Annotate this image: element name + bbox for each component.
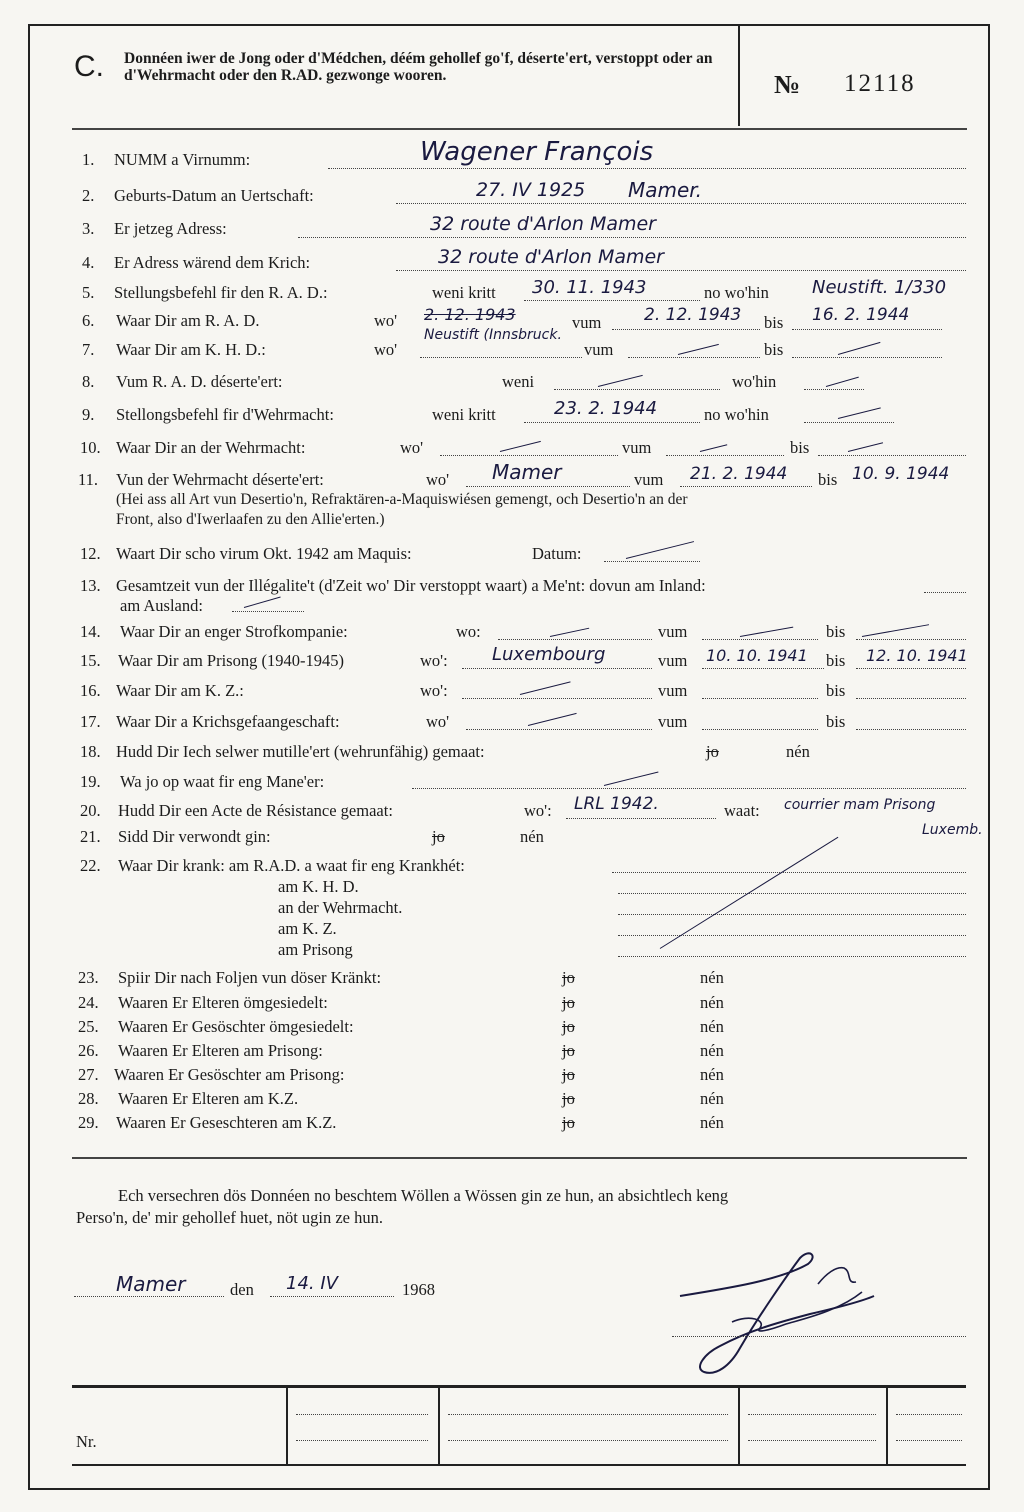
row-8-key-1: weni bbox=[502, 372, 535, 391]
row-10-line-1 bbox=[440, 455, 618, 456]
row-5-value-1: 30. 11. 1943 bbox=[532, 277, 647, 298]
row-4-value: 32 route d'Arlon Mamer bbox=[438, 246, 664, 268]
row-28-label: Waaren Er Elteren am K.Z. bbox=[118, 1089, 299, 1108]
row-2-date: 27. IV 1925 bbox=[476, 179, 586, 201]
row-27-no: nén bbox=[700, 1065, 724, 1084]
row-11-value-1: Mamer bbox=[492, 460, 562, 484]
place-line bbox=[74, 1296, 224, 1297]
row-13-line-2 bbox=[232, 611, 304, 612]
footer-cell-line bbox=[748, 1440, 876, 1441]
row-8-key-2: wo'hin bbox=[732, 372, 777, 391]
row-8-num: 8. bbox=[82, 372, 95, 391]
row-6-value-1: 2. 12. 1943 bbox=[424, 305, 516, 324]
signature-place: Mamer bbox=[116, 1272, 186, 1296]
footer-nr-label: Nr. bbox=[76, 1432, 97, 1451]
footer-col-2 bbox=[438, 1388, 440, 1464]
row-13-num: 13. bbox=[80, 576, 101, 595]
footer-cell-line bbox=[896, 1440, 962, 1441]
row-10-key-3: bis bbox=[790, 438, 810, 457]
row-26-num: 26. bbox=[78, 1041, 99, 1060]
row-21-yes: jo bbox=[432, 827, 445, 846]
row-15-value-2: 10. 10. 1941 bbox=[706, 646, 808, 665]
row-28-yes: jo bbox=[562, 1089, 575, 1108]
row-4-num: 4. bbox=[82, 253, 95, 272]
row-6-key-2: vum bbox=[572, 313, 602, 332]
row-16-line-1 bbox=[462, 698, 652, 699]
row-9-line-2 bbox=[804, 422, 894, 423]
row-1-value: Wagener François bbox=[420, 137, 654, 167]
row-10-line-3 bbox=[818, 455, 966, 456]
row-15-key-1: wo': bbox=[420, 651, 448, 670]
row-16-line-3 bbox=[856, 698, 966, 699]
row-17-num: 17. bbox=[80, 712, 101, 731]
row-28-num: 28. bbox=[78, 1089, 99, 1108]
row-17-label: Waar Dir a Krichsgefaangeschaft: bbox=[116, 712, 340, 731]
row-8-label: Vum R. A. D. déserte'ert: bbox=[116, 372, 283, 391]
row-13-line-1 bbox=[924, 592, 966, 593]
row-14-key-3: bis bbox=[826, 622, 846, 641]
row-8-line-1 bbox=[554, 389, 720, 390]
row-25-num: 25. bbox=[78, 1017, 99, 1036]
row-9-key-1: weni kritt bbox=[432, 405, 496, 424]
row-11-key-2: vum bbox=[634, 470, 664, 489]
footer-col-1 bbox=[286, 1388, 288, 1464]
row-16-line-2 bbox=[702, 698, 818, 699]
row-18-no: nén bbox=[786, 742, 810, 761]
row-27-num: 27. bbox=[78, 1065, 99, 1084]
row-15-line-3 bbox=[856, 668, 966, 669]
row-6-line-3 bbox=[792, 329, 942, 330]
row-24-label: Waaren Er Elteren ömgesiedelt: bbox=[118, 993, 328, 1012]
header-rule bbox=[72, 128, 967, 130]
row-16-key-1: wo': bbox=[420, 681, 448, 700]
row-25-label: Waaren Er Gesöschter ömgesiedelt: bbox=[118, 1017, 354, 1036]
row-14-key-1: wo: bbox=[456, 622, 481, 641]
row-22-sub-4: am Prisong bbox=[278, 940, 353, 959]
row-11-note-2: Front, also d'Iwerlaafen zu den Allie'erten.) bbox=[116, 511, 385, 528]
row-15-value-1: Luxembourg bbox=[492, 644, 606, 665]
row-16-key-2: vum bbox=[658, 681, 688, 700]
signature-day-month: 14. IV bbox=[286, 1273, 338, 1294]
row-14-label: Waar Dir an enger Strofkompanie: bbox=[120, 622, 348, 641]
row-10-key-2: vum bbox=[622, 438, 652, 457]
form-title: Donnéen iwer de Jong oder d'Médchen, déém gehollef go'f, déserte'ert, verstoppt oder an d'Wehrmacht oder den R.AD. gezwonge wooren. bbox=[124, 50, 713, 84]
section-letter: C. bbox=[74, 50, 104, 83]
row-9-num: 9. bbox=[82, 405, 95, 424]
row-23-label: Spiir Dir nach Foljen vun döser Kränkt: bbox=[118, 968, 382, 987]
row-11-key-3: bis bbox=[818, 470, 838, 489]
row-10-num: 10. bbox=[80, 438, 101, 457]
row-6-key-1: wo' bbox=[374, 311, 398, 330]
row-15-num: 15. bbox=[80, 651, 101, 670]
row-11-num: 11. bbox=[78, 470, 99, 489]
row-22-line-2 bbox=[618, 893, 966, 894]
row-11-line-1 bbox=[466, 486, 630, 487]
row-11-note-1: (Hei ass all Art vun Desertio'n, Refraktären-a-Maquiswiésen gemengt, och Desertio'n an der bbox=[116, 491, 688, 508]
row-29-yes: jo bbox=[562, 1113, 575, 1132]
row-3-line bbox=[298, 237, 966, 238]
row-17-key-3: bis bbox=[826, 712, 846, 731]
row-29-no: nén bbox=[700, 1113, 724, 1132]
row-13-label-2: am Ausland: bbox=[120, 596, 203, 615]
signature-line bbox=[672, 1336, 966, 1337]
row-20-value-2: courrier mam Prisong bbox=[784, 797, 936, 813]
row-27-yes: jo bbox=[562, 1065, 575, 1084]
row-26-no: nén bbox=[700, 1041, 724, 1060]
row-15-label: Waar Dir am Prisong (1940-1945) bbox=[118, 651, 344, 670]
row-14-line-2 bbox=[702, 639, 818, 640]
row-9-value-1: 23. 2. 1944 bbox=[554, 398, 658, 419]
row-11-line-2 bbox=[680, 486, 812, 487]
row-2-label: Geburts-Datum an Uertschaft: bbox=[114, 186, 314, 205]
row-19-line bbox=[412, 788, 966, 789]
row-17-line-3 bbox=[856, 729, 966, 730]
row-20-key-1: wo': bbox=[524, 801, 552, 820]
row-10-line-2 bbox=[666, 455, 784, 456]
row-24-no: nén bbox=[700, 993, 724, 1012]
row-6-line-2 bbox=[612, 329, 760, 330]
row-25-yes: jo bbox=[562, 1017, 575, 1036]
row-12-key-1: Datum: bbox=[532, 544, 582, 563]
row-19-num: 19. bbox=[80, 772, 101, 791]
row-4-label: Er Adress wärend dem Krich: bbox=[114, 253, 311, 272]
row-6-key-3: bis bbox=[764, 313, 784, 332]
row-1-label: NUMM a Virnumm: bbox=[114, 150, 251, 169]
footer-cell-line bbox=[448, 1440, 728, 1441]
footer-cell-line bbox=[296, 1414, 428, 1415]
number-symbol: № bbox=[774, 70, 801, 99]
row-18-yes: jo bbox=[706, 742, 719, 761]
row-2-num: 2. bbox=[82, 186, 95, 205]
row-17-line-1 bbox=[466, 729, 652, 730]
row-11-value-3: 10. 9. 1944 bbox=[852, 464, 950, 484]
row-5-label: Stellungsbefehl fir den R. A. D.: bbox=[114, 283, 328, 302]
row-7-num: 7. bbox=[82, 340, 95, 359]
row-22-line-1 bbox=[612, 872, 966, 873]
row-23-num: 23. bbox=[78, 968, 99, 987]
row-15-value-3: 12. 10. 1941 bbox=[866, 646, 968, 665]
row-15-key-2: vum bbox=[658, 651, 688, 670]
row-11-key-1: wo' bbox=[426, 470, 450, 489]
row-12-label: Waart Dir scho virum Okt. 1942 am Maquis: bbox=[116, 544, 412, 563]
row-5-key-1: weni kritt bbox=[432, 283, 496, 302]
row-18-label: Hudd Dir Iech selwer mutille'ert (wehrunfähig) gemaat: bbox=[116, 742, 485, 761]
row-6-value-1b: Neustift (Innsbruck. bbox=[424, 327, 562, 343]
row-20-value-1: LRL 1942. bbox=[574, 794, 659, 814]
row-7-line-1 bbox=[420, 357, 582, 358]
row-9-line-1 bbox=[524, 422, 700, 423]
row-7-key-1: wo' bbox=[374, 340, 398, 359]
row-11-label: Vun der Wehrmacht déserte'ert: bbox=[116, 470, 324, 489]
row-6-num: 6. bbox=[82, 311, 95, 330]
row-9-key-2: no wo'hin bbox=[704, 405, 769, 424]
row-1-num: 1. bbox=[82, 150, 95, 169]
row-26-yes: jo bbox=[562, 1041, 575, 1060]
header-divider bbox=[738, 26, 740, 126]
row-20-label: Hudd Dir een Acte de Résistance gemaat: bbox=[118, 801, 393, 820]
row-28-no: nén bbox=[700, 1089, 724, 1108]
row-21-num: 21. bbox=[80, 827, 101, 846]
row-15-line-2 bbox=[702, 668, 824, 669]
row-17-line-2 bbox=[702, 729, 818, 730]
declaration-rule bbox=[72, 1157, 967, 1159]
row-17-key-1: wo' bbox=[426, 712, 450, 731]
row-22-line-5 bbox=[618, 956, 966, 957]
row-20-num: 20. bbox=[80, 801, 101, 820]
row-9-label: Stellongsbefehl fir d'Wehrmacht: bbox=[116, 405, 334, 424]
row-18-num: 18. bbox=[80, 742, 101, 761]
row-3-label: Er jetzeg Adress: bbox=[114, 219, 227, 238]
row-2-place: Mamer. bbox=[628, 178, 703, 202]
row-26-label: Waaren Er Elteren am Prisong: bbox=[118, 1041, 323, 1060]
row-5-line-1 bbox=[524, 300, 700, 301]
row-22-num: 22. bbox=[80, 856, 101, 875]
row-24-num: 24. bbox=[78, 993, 99, 1012]
row-3-num: 3. bbox=[82, 219, 95, 238]
row-16-label: Waar Dir am K. Z.: bbox=[116, 681, 244, 700]
row-6-value-2: 2. 12. 1943 bbox=[644, 305, 742, 325]
row-22-line-3 bbox=[618, 914, 966, 915]
form-number: 12118 bbox=[844, 70, 916, 97]
row-19-label: Wa jo op waat fir eng Mane'er: bbox=[120, 772, 325, 791]
footer-cell-line bbox=[296, 1440, 428, 1441]
row-7-line-3 bbox=[792, 357, 942, 358]
row-3-value: 32 route d'Arlon Mamer bbox=[430, 213, 656, 235]
row-10-label: Waar Dir an der Wehrmacht: bbox=[116, 438, 306, 457]
row-20-line-1 bbox=[566, 818, 716, 819]
footer-col-4 bbox=[886, 1388, 888, 1464]
row-7-key-2: vum bbox=[584, 340, 614, 359]
row-14-line-3 bbox=[856, 639, 966, 640]
row-22-sub-2: an der Wehrmacht. bbox=[278, 898, 403, 917]
row-7-label: Waar Dir am K. H. D.: bbox=[116, 340, 266, 359]
row-12-num: 12. bbox=[80, 544, 101, 563]
row-1-line bbox=[328, 168, 966, 169]
row-14-line-1 bbox=[498, 639, 652, 640]
row-5-num: 5. bbox=[82, 283, 95, 302]
row-20-value-2b: Luxemb. bbox=[922, 822, 983, 838]
row-12-line-1 bbox=[604, 561, 700, 562]
row-15-line-1 bbox=[462, 668, 652, 669]
row-21-no: nén bbox=[520, 827, 544, 846]
row-22-label: Waar Dir krank: am R.A.D. a waat fir eng Krankhét: bbox=[118, 856, 465, 875]
row-27-label: Waaren Er Gesöschter am Prisong: bbox=[114, 1065, 345, 1084]
row-22-sub-3: am K. Z. bbox=[278, 919, 337, 938]
footer-cell-line bbox=[448, 1414, 728, 1415]
row-25-no: nén bbox=[700, 1017, 724, 1036]
row-14-key-2: vum bbox=[658, 622, 688, 641]
footer-col-3 bbox=[738, 1388, 740, 1464]
row-4-line bbox=[396, 270, 966, 271]
row-23-no: nén bbox=[700, 968, 724, 987]
row-17-key-2: vum bbox=[658, 712, 688, 731]
date-line bbox=[270, 1296, 394, 1297]
row-20-key-2: waat: bbox=[724, 801, 760, 820]
declaration-line-2: Perso'n, de' mir gehollef huet, nöt ugin ze hun. bbox=[76, 1208, 384, 1227]
row-23-yes: jo bbox=[562, 968, 575, 987]
row-10-key-1: wo' bbox=[400, 438, 424, 457]
row-6-value-3: 16. 2. 1944 bbox=[812, 305, 910, 325]
row-24-yes: jo bbox=[562, 993, 575, 1012]
footer-cell-line bbox=[896, 1414, 962, 1415]
row-7-key-3: bis bbox=[764, 340, 784, 359]
row-13-label: Gesamtzeit vun der Illégalite't (d'Zeit wo' Dir verstoppt waart) a Me'nt: dovun am Inland: bbox=[116, 576, 706, 595]
handwritten-signature bbox=[640, 1244, 940, 1384]
row-16-key-3: bis bbox=[826, 681, 846, 700]
row-22-line-4 bbox=[618, 935, 966, 936]
row-29-num: 29. bbox=[78, 1113, 99, 1132]
row-2-line bbox=[396, 203, 966, 204]
signature-year: 1968 bbox=[402, 1280, 435, 1299]
row-5-key-2: no wo'hin bbox=[704, 283, 769, 302]
row-14-num: 14. bbox=[80, 622, 101, 641]
row-5-value-2: Neustift. 1/330 bbox=[812, 277, 947, 298]
declaration-line-1: Ech versechren dös Donnéen no beschtem Wöllen a Wössen gin ze hun, an absichtlech keng bbox=[118, 1186, 729, 1205]
row-21-label: Sidd Dir verwondt gin: bbox=[118, 827, 271, 846]
row-8-line-2 bbox=[804, 389, 864, 390]
row-15-key-3: bis bbox=[826, 651, 846, 670]
footer-table-bottom bbox=[72, 1464, 966, 1466]
row-22-sub-1: am K. H. D. bbox=[278, 877, 359, 896]
row-7-line-2 bbox=[628, 357, 760, 358]
footer-cell-line bbox=[748, 1414, 876, 1415]
row-11-value-2: 21. 2. 1944 bbox=[690, 464, 788, 484]
footer-table-top bbox=[72, 1385, 966, 1388]
row-16-num: 16. bbox=[80, 681, 101, 700]
date-den: den bbox=[230, 1280, 254, 1299]
row-6-label: Waar Dir am R. A. D. bbox=[116, 311, 260, 330]
row-29-label: Waaren Er Geseschteren am K.Z. bbox=[116, 1113, 337, 1132]
